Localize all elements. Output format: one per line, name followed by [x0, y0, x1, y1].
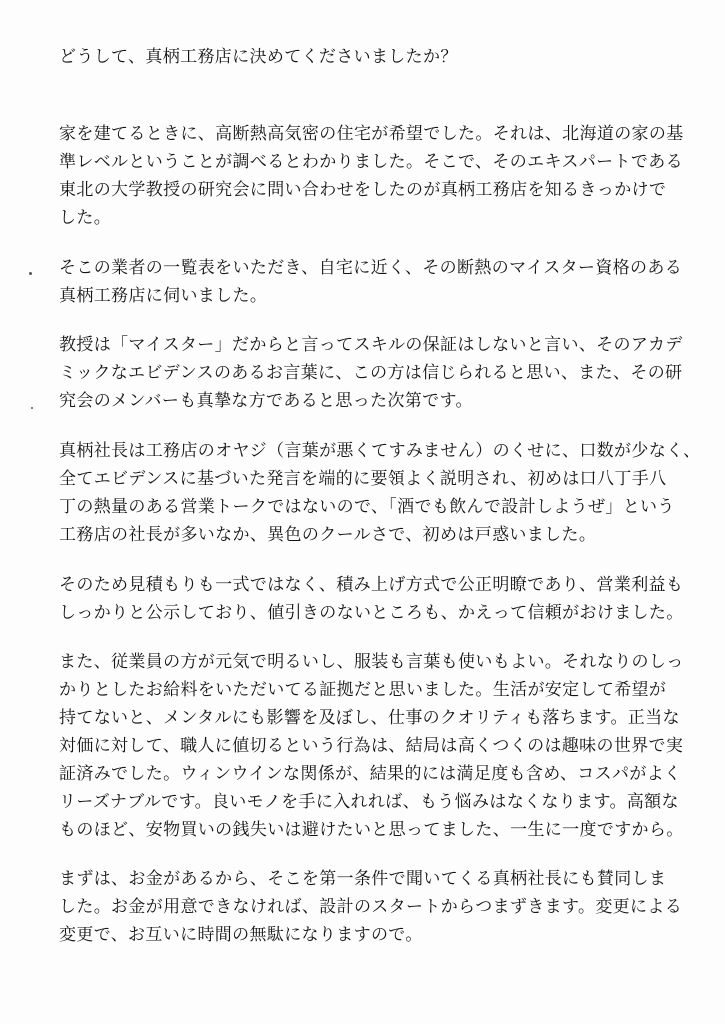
paragraph-line: また、従業員の方が元気で明るいし、服装も言葉も使いもよい。それなりのしっ	[59, 652, 684, 672]
scan-speck	[31, 407, 33, 409]
paragraph-line: 東北の大学教授の研究会に問い合わせをしたのが真柄工務店を知るきっかけで	[59, 180, 667, 200]
question-heading: どうして、真柄工務店に決めてくださいましたか？	[59, 47, 458, 67]
paragraph-line: 持てないと、メンタルにも影響を及ぼし、仕事のクオリティも落ちます。正当な	[59, 708, 680, 728]
paragraph-line: そこの業者の一覧表をいただき、自宅に近く、その断熱のマイスター資格のある	[59, 258, 683, 278]
paragraph-line: 工務店の社長が多いなか、異色のクールさで、初めは戸惑いました。	[59, 525, 597, 545]
paragraph-line: そのため見積もりも一式ではなく、積み上げ方式で公正明瞭であり、営業利益も	[59, 575, 684, 595]
paragraph-line: 丁の熱量のある営業トークではないので、「酒でも飲んで設計しようぜ」という	[59, 497, 675, 517]
scan-speck	[29, 272, 32, 275]
paragraph-line: 対価に対して、職人に値切るという行為は、結局は高くつくのは趣味の世界で実	[59, 736, 684, 756]
paragraph-line: まずは、お金があるから、そこを第一条件で聞いてくる真柄社長にも賛同しま	[59, 869, 667, 889]
paragraph-line: 準レベルということが調べるとわかりました。そこで、そのエキスパートである	[59, 152, 683, 172]
paragraph-line: した。	[59, 208, 112, 228]
paragraph-line: 家を建てるときに、高断熱高気密の住宅が希望でした。それは、北海道の家の基	[59, 124, 684, 144]
paragraph-line: かりとしたお給料をいただいてる証拠だと思いました。生活が安定して希望が	[59, 680, 667, 700]
paragraph-line: リーズナブルです。良いモノを手に入れれば、もう悩みはなくなります。高額な	[59, 792, 679, 812]
paragraph-line: 証済みでした。ウィンウインな関係が、結果的には満足度も含め、コスパがよく	[59, 764, 682, 784]
paragraph-line: しっかりと公示しており、値引きのないところも、かえって信頼がおけました。	[59, 603, 684, 623]
paragraph-line: 真柄工務店に伺いました。	[59, 286, 268, 306]
paragraph-line: 全てエビデンスに基づいた発言を端的に要領よく説明され、初めは口八丁手八	[59, 469, 667, 489]
paragraph-line: ミックなエビデンスのあるお言葉に、この方は信じられると思い、また、その研	[59, 363, 683, 383]
paragraph-line: した。お金が用意できなければ、設計のスタートからつまずきます。変更による	[59, 897, 683, 917]
paragraph-line: 究会のメンバーも真摯な方であると思った次第です。	[59, 391, 473, 411]
paragraph-line: 教授は「マイスター」だからと言ってスキルの保証はしないと言い、そのアカデ	[59, 335, 683, 355]
paragraph-line: ものほど、安物買いの銭失いは避けたいと思ってました、一生に一度ですから。	[59, 820, 684, 840]
paragraph-line: 変更で、お互いに時間の無駄になりますので。	[59, 925, 423, 945]
paragraph-line: 真柄社長は工務店のオヤジ（言葉が悪くてすみません）のくせに、口数が少なく、	[59, 441, 701, 461]
